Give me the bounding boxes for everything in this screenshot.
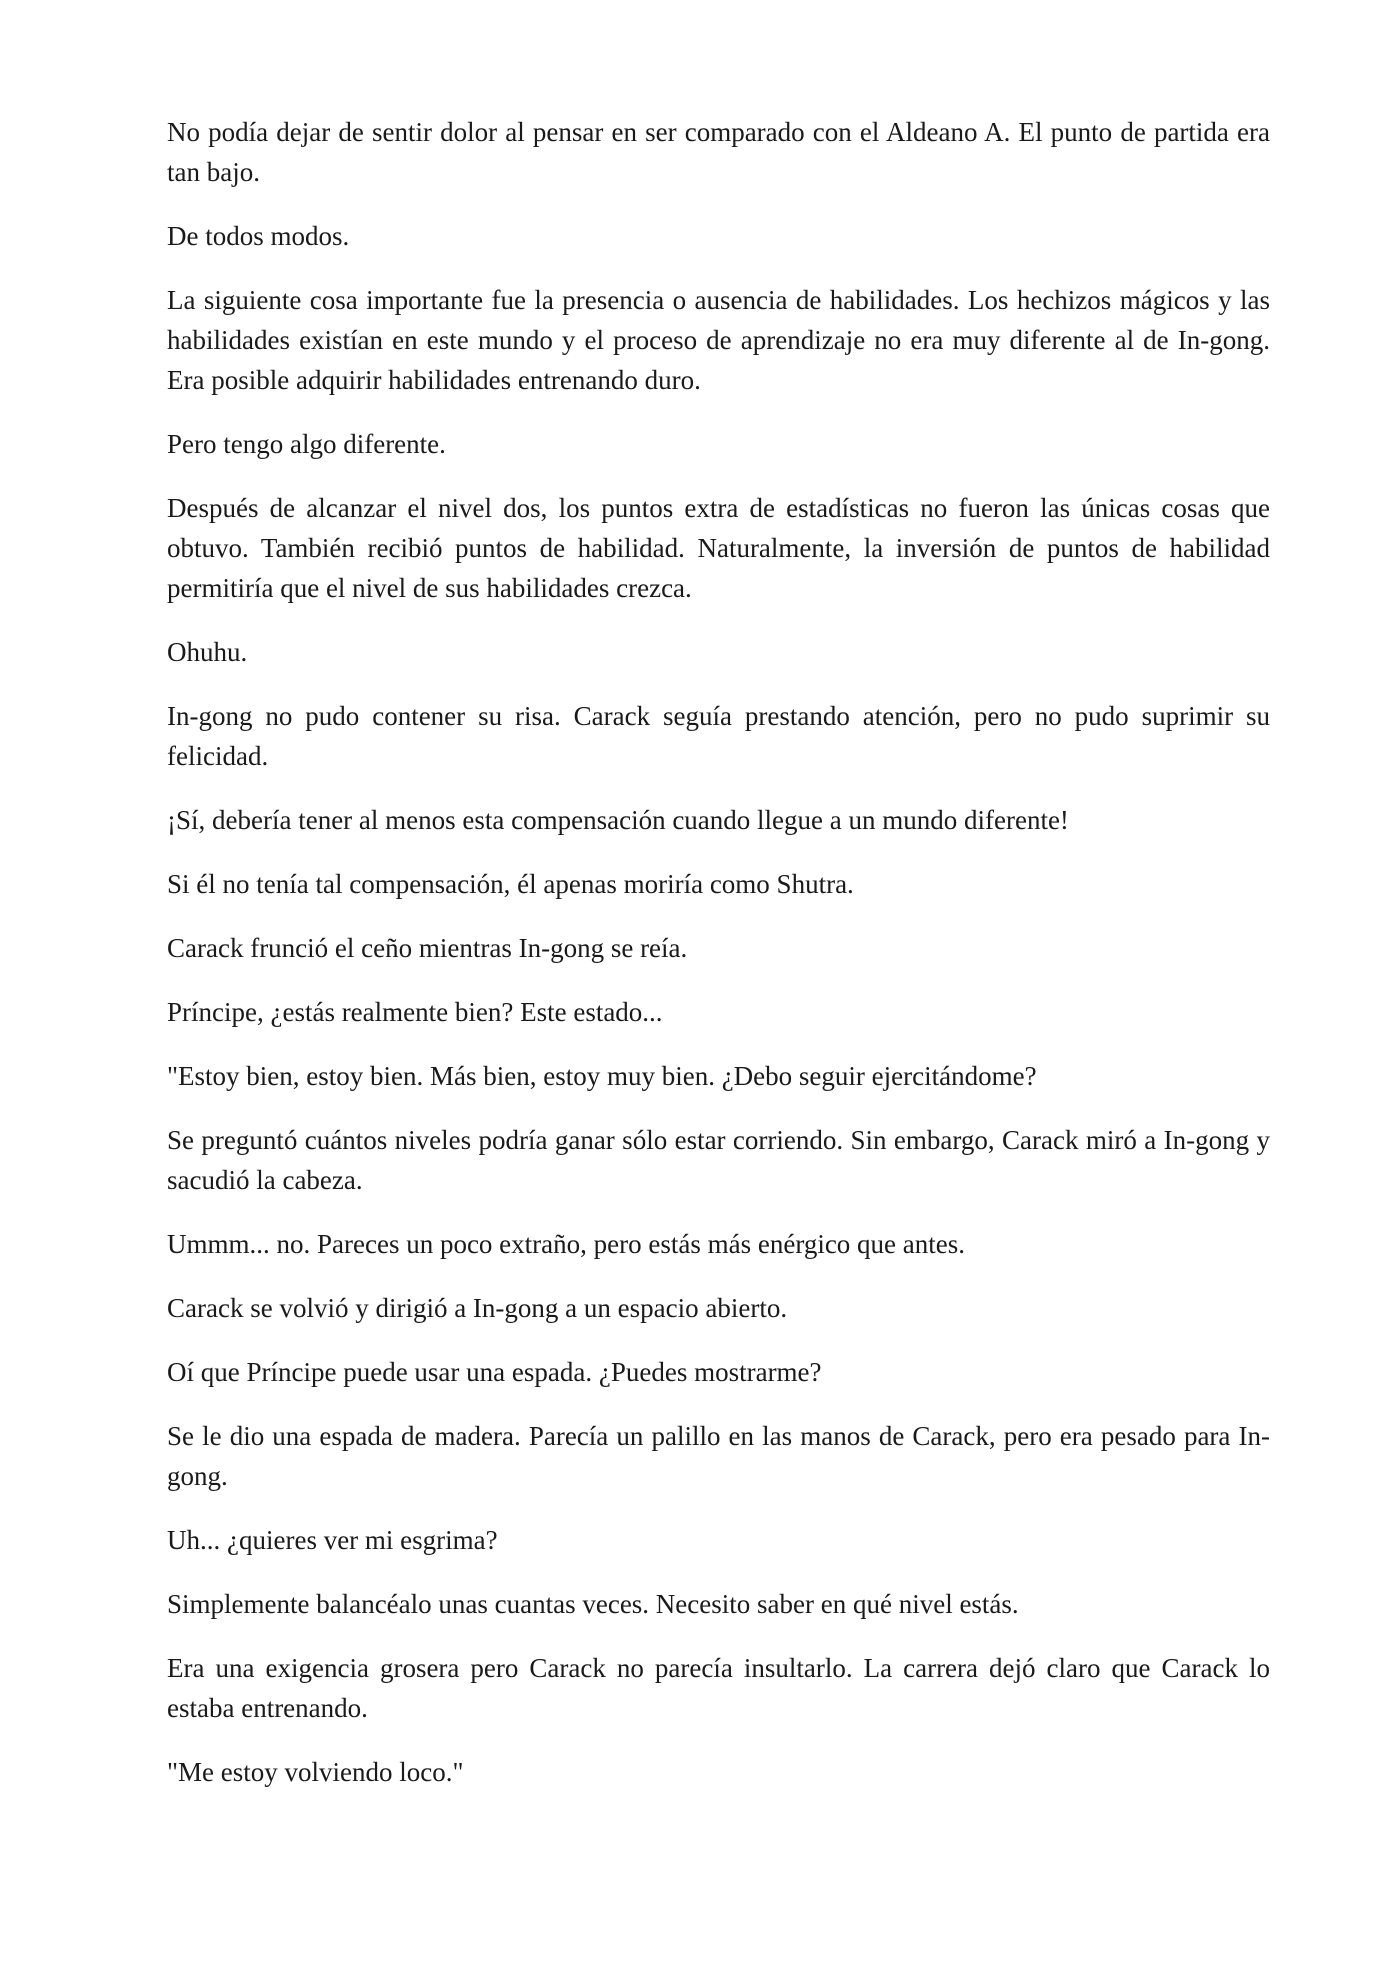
paragraph: No podía dejar de sentir dolor al pensar en ser comparado con el Aldeano A. El punto de partida era tan bajo. — [167, 117, 1270, 187]
paragraph: "Me estoy volviendo loco." — [167, 1757, 464, 1787]
paragraph: Simplemente balancéalo unas cuantas veces. Necesito saber en qué nivel estás. — [167, 1589, 1019, 1619]
paragraph: Ohuhu. — [167, 637, 248, 667]
paragraph: Se preguntó cuántos niveles podría ganar sólo estar corriendo. Sin embargo, Carack miró a In-gong y sacudió la cabeza. — [167, 1125, 1270, 1195]
paragraph: De todos modos. — [167, 221, 350, 251]
paragraph: Carack se volvió y dirigió a In-gong a un espacio abierto. — [167, 1293, 788, 1323]
paragraph: Después de alcanzar el nivel dos, los puntos extra de estadísticas no fueron las únicas cosas que obtuvo. También recibió puntos de habilidad. Naturalmente, la inversión de puntos de habilidad permitiría que el nivel de sus habilidades crezca. — [167, 493, 1270, 603]
document-body — [167, 112, 1270, 1816]
paragraph: Uh... ¿quieres ver mi esgrima? — [167, 1525, 498, 1555]
paragraph: Ummm... no. Pareces un poco extraño, pero estás más enérgico que antes. — [167, 1229, 966, 1259]
paragraph: Era una exigencia grosera pero Carack no parecía insultarlo. La carrera dejó claro que Carack lo estaba entrenando. — [167, 1653, 1270, 1723]
paragraph: Oí que Príncipe puede usar una espada. ¿Puedes mostrarme? — [167, 1357, 822, 1387]
paragraph: Se le dio una espada de madera. Parecía un palillo en las manos de Carack, pero era pesado para In-gong. — [167, 1421, 1270, 1491]
paragraph: Si él no tenía tal compensación, él apenas moriría como Shutra. — [167, 869, 854, 899]
paragraph: La siguiente cosa importante fue la presencia o ausencia de habilidades. Los hechizos mágicos y las habilidades existían en este mundo y el proceso de aprendizaje no era muy diferente al de In-gong. Era posible adquirir habilidades entrenando duro. — [167, 285, 1270, 395]
paragraph: ¡Sí, debería tener al menos esta compensación cuando llegue a un mundo diferente! — [167, 805, 1069, 835]
paragraph: Pero tengo algo diferente. — [167, 429, 446, 459]
paragraph: In-gong no pudo contener su risa. Carack seguía prestando atención, pero no pudo suprimir su felicidad. — [167, 701, 1270, 771]
paragraph: "Estoy bien, estoy bien. Más bien, estoy muy bien. ¿Debo seguir ejercitándome? — [167, 1061, 1037, 1091]
paragraph: Príncipe, ¿estás realmente bien? Este estado... — [167, 997, 663, 1027]
paragraph: Carack frunció el ceño mientras In-gong se reía. — [167, 933, 688, 963]
